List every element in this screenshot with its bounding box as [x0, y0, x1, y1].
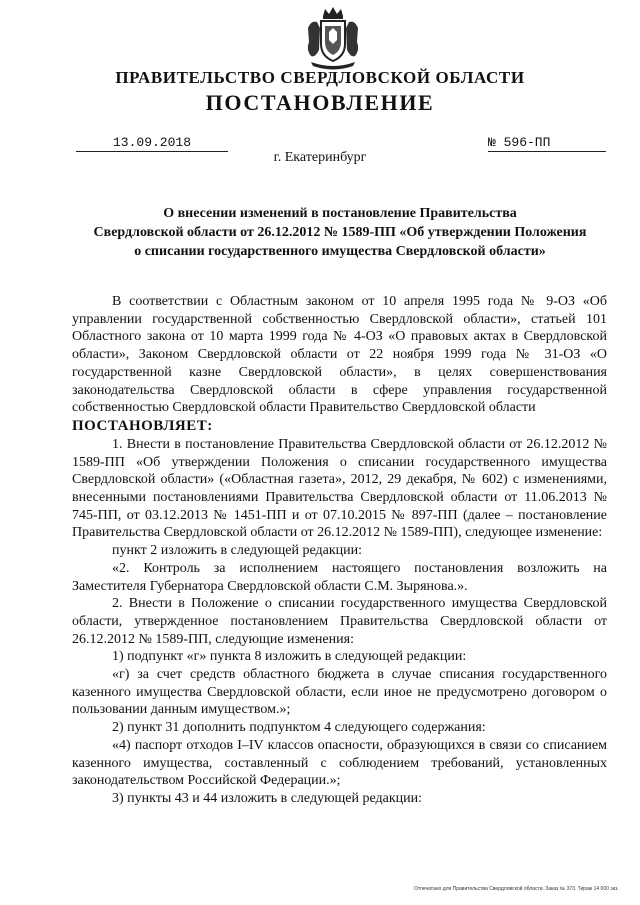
- city: г. Екатеринбург: [273, 150, 367, 165]
- subitem-1: 1) подпункт «г» пункта 8 изложить в следующей редакции:: [112, 649, 467, 665]
- organization-name: ПРАВИТЕЛЬСТВО СВЕРДЛОВСКОЙ ОБЛАСТИ: [115, 68, 525, 87]
- title-line: о списании государственного имущества Свердловской области»: [134, 244, 546, 259]
- title-line: О внесении изменений в постановление Правительства: [163, 206, 517, 221]
- document-title: [72, 204, 608, 261]
- print-footer: Отпечатано для Правительства Свердловской области. Заказ № 373. Тираж 14 000 экз.: [414, 886, 619, 892]
- document-number: № 596-ПП: [488, 135, 606, 152]
- item-1-text: «2. Контроль за исполнением настоящего постановления возложить на Заместителя Губернатора Свердловской области С.М. Зырянова.».: [72, 560, 607, 594]
- document-body: [72, 293, 607, 808]
- title-line: Свердловской области от 26.12.2012 № 1589-ПП «Об утверждении Положения: [93, 225, 587, 240]
- coat-of-arms-emblem: [303, 6, 363, 72]
- document-type: ПОСТАНОВЛЕНИЕ: [205, 90, 435, 115]
- item-2-paragraph: 2. Внести в Положение о списании государственного имущества Свердловской области, утвержденное постановлением Правительства Свердловской области от 26.12.2012 № 1589-ПП, следующие изменения:: [72, 596, 607, 647]
- subitem-2: 2) пункт 31 дополнить подпунктом 4 следующего содержания:: [112, 720, 486, 736]
- item-1-point: пункт 2 изложить в следующей редакции:: [112, 543, 362, 559]
- subitem-3: 3) пункты 43 и 44 изложить в следующей редакции:: [112, 790, 423, 806]
- preamble-paragraph: В соответствии с Областным законом от 10 апреля 1995 года № 9-ОЗ «Об управлении государственной собственностью Свердловской области», статьей 101 Областного закона от 10 марта 1999 года № 4-ОЗ «О правовых актах в Свердловской области», Законом Свердловской области от 22 ноября 1999 года № 31-ОЗ «О государственной казне Свердловской области», в целях совершенствования законодательства Свердловской области в сфере управления государственной собственностью Свердловской области Правительство Свердловской области: [72, 294, 607, 416]
- decree-word: ПОСТАНОВЛЯЕТ:: [72, 417, 213, 434]
- subitem-2-text: «4) паспорт отходов I–IV классов опасности, образующихся в связи со списанием казенного имущества, составленный с соблюдением требований, установленных законодательством Российской Федерации.»;: [72, 737, 607, 789]
- document-date: 13.09.2018: [76, 135, 228, 152]
- subitem-1-text: «г) за счет средств областного бюджета в случае списания государственного казенного имущества Свердловской области, если иное не предусмотрено договором о пользовании данным имуществом.»;: [72, 667, 607, 718]
- item-1-paragraph: 1. Внести в постановление Правительства Свердловской области от 26.12.2012 № 1589-ПП «Об утверждении Положения о списании государственного имущества Свердловской области» («Областная газета», 2012, 29 декабря, № 602) с изменениями, внесенными постановлениями Правительства Свердловской области от 11.06.2013 № 745-ПП, от 03.12.2013 № 1451-ПП и от 07.10.2015 № 897-ПП (далее – постановление Правительства Свердловской области от 26.12.2012 № 1589-ПП), следующее изменение:: [72, 436, 607, 541]
